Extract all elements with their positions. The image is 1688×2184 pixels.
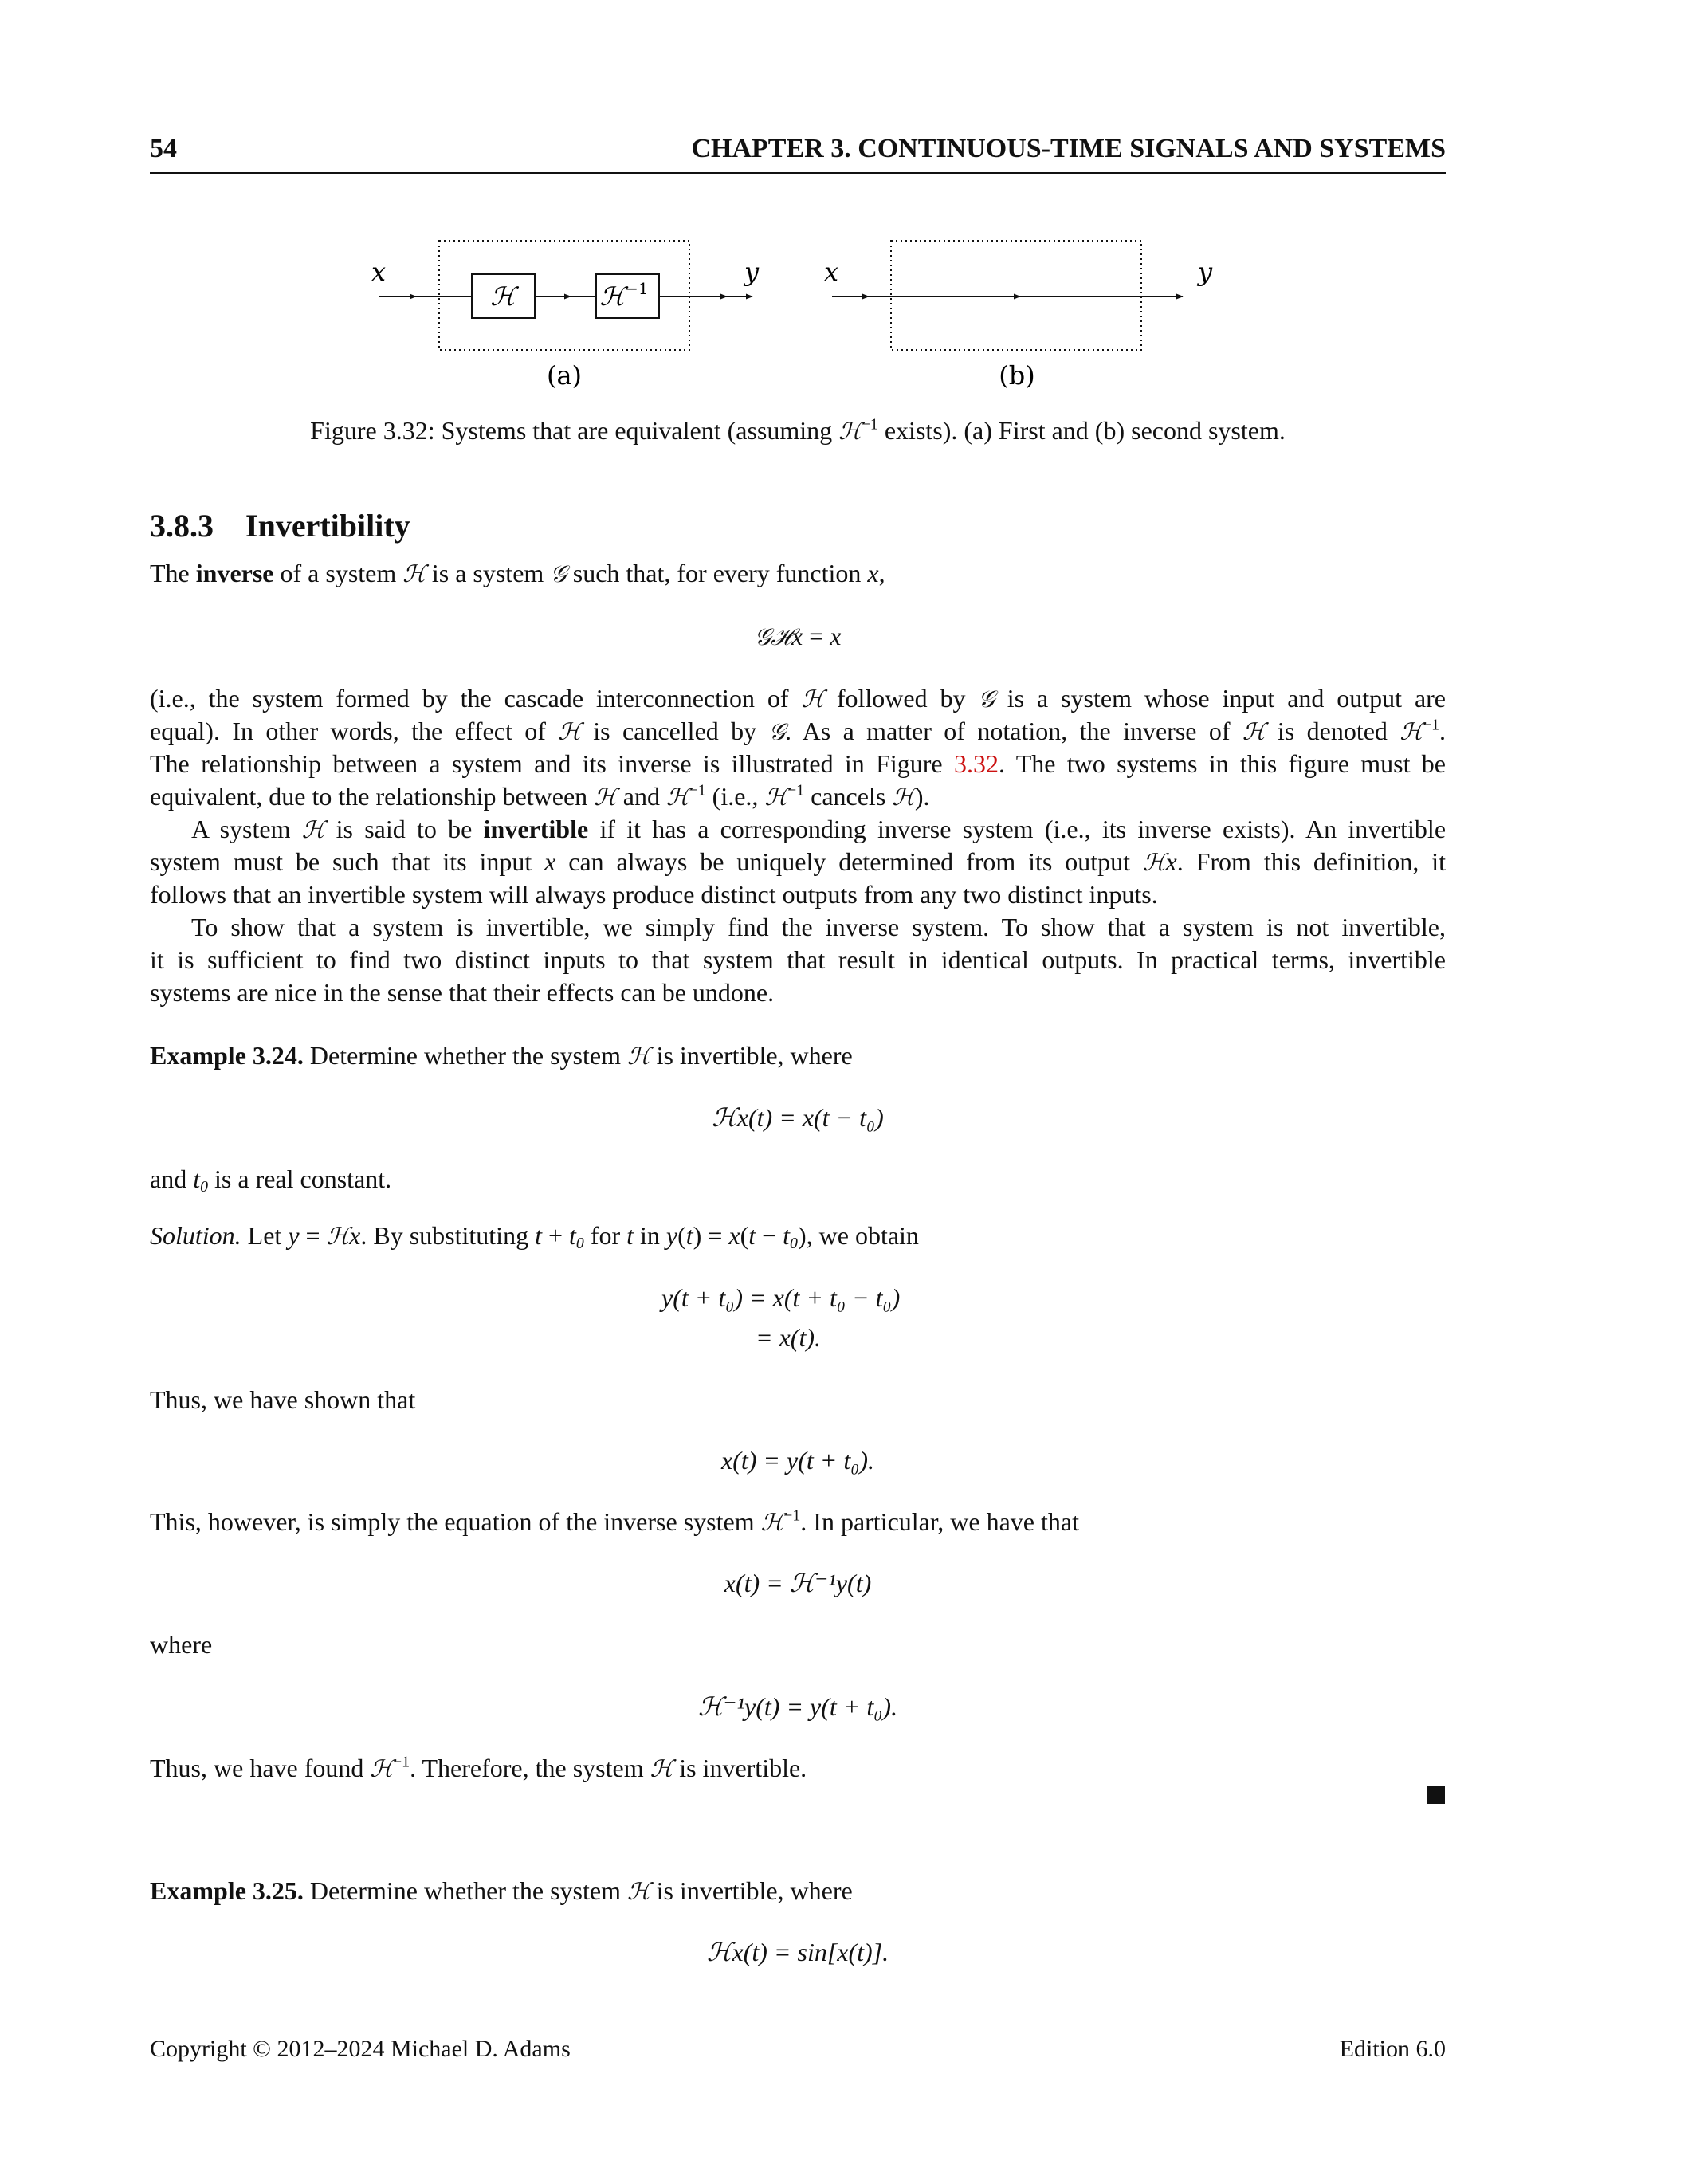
paragraph-invertible-l2: system must be such that its input x can always be uniquely determined from its output ℋx. From this definition, it xyxy=(150,847,1447,876)
paragraph-cascade-l3: The relationship between a system and its inverse is illustrated in Figure 3.32. The two systems in this figure must be xyxy=(150,749,1447,778)
outer-box-b xyxy=(891,241,1141,350)
where-label: where xyxy=(150,1630,213,1659)
figure-caption: Figure 3.32: Systems that are equivalent (assuming ℋ$^{-1}$ exists). (a) First and (b) second system. xyxy=(310,415,1286,445)
block-h-label: ℋ xyxy=(490,281,516,312)
paragraph-invertible-l3: follows that an invertible system will always produce distinct outputs from any two distinct inputs. xyxy=(150,880,1158,909)
paragraph-inverse-def: The inverse of a system ℋ is a system 𝒢 such that, for every function x, xyxy=(150,559,885,587)
output-label-b: y xyxy=(1198,257,1213,287)
system-a xyxy=(371,241,760,391)
equation-substitution-l2: = x(t). xyxy=(756,1323,821,1352)
equation-ex25-system: ℋx(t) = sin[x(t)]. xyxy=(706,1938,889,1966)
paragraph-show-l2: it is sufficient to find two distinct inputs to that system that result in identical outputs. In practical terms, invertible xyxy=(150,945,1446,974)
block-hinv-label: ℋ$^{-1}$ xyxy=(599,279,649,312)
example-3-25-statement: Example 3.25. Determine whether the system ℋ is invertible, where xyxy=(150,1876,853,1905)
solution-intro: Solution. Let y = ℋx. By substituting $t + t_0$ for t in $y(t) = x(t - t_0)$, we obtain xyxy=(150,1221,919,1252)
qed-square xyxy=(1427,1786,1445,1804)
copyright: Copyright © 2012–2024 Michael D. Adams xyxy=(150,2036,571,2062)
section-heading xyxy=(150,507,410,544)
equation-x-hinv-y: x(t) = ℋ⁻¹y(t) xyxy=(724,1569,872,1597)
input-label-a: x xyxy=(371,257,387,287)
conclusion-ex24: Thus, we have found ℋ$^{-1}$. Therefore, the system ℋ is invertible. xyxy=(150,1753,807,1782)
inverse-system-sentence: This, however, is simply the equation of the inverse system ℋ$^{-1}$. In particular, we have that xyxy=(150,1506,1079,1536)
equation-x-of-t: x(t) = y(t + t₀). xyxy=(720,1446,874,1475)
paragraph-cascade-l4: equivalent, due to the relationship between ℋ and ℋ$^{-1}$ (i.e., ℋ$^{-1}$ cancels ℋ). xyxy=(150,781,930,811)
chapter-title: CHAPTER 3. CONTINUOUS-TIME SIGNALS AND SYSTEMS xyxy=(691,134,1446,163)
figure-reference-link[interactable]: 3.32 xyxy=(953,749,999,778)
page-number: 54 xyxy=(150,134,177,163)
equation-ghx: 𝒢ℋx = x xyxy=(754,622,842,650)
figure-3-32-diagram xyxy=(0,0,1688,414)
sub-label-a: (a) xyxy=(546,360,583,391)
section-number: 3.8.3 xyxy=(150,508,214,544)
equation-hinv-def: ℋ⁻¹y(t) = y(t + t₀). xyxy=(697,1692,898,1721)
example-3-24-constant: and $t_0$ is a real constant. xyxy=(150,1165,392,1196)
paragraph-cascade-l2: equal). In other words, the effect of ℋ is cancelled by 𝒢. As a matter of notation, the inverse of ℋ is denoted ℋ$^{-1}$. xyxy=(150,716,1447,745)
paragraph-cascade-l1: (i.e., the system formed by the cascade interconnection of ℋ followed by 𝒢 is a system whose input and output are xyxy=(150,684,1447,713)
section-title: Invertibility xyxy=(245,508,410,544)
page-footer xyxy=(150,2036,1446,2063)
edition: Edition 6.0 xyxy=(1339,2036,1446,2062)
paragraph-invertible-l1: A system ℋ is said to be invertible if it has a corresponding inverse system (i.e., its inverse exists). An invertible xyxy=(191,815,1447,843)
input-label-b: x xyxy=(824,257,839,287)
paragraph-show-l1: To show that a system is invertible, we simply find the inverse system. To show that a system is not invertible, xyxy=(191,913,1446,941)
output-label-a: y xyxy=(744,257,760,287)
system-b xyxy=(824,241,1213,391)
thus-shown: Thus, we have shown that xyxy=(150,1385,416,1414)
example-3-24-statement: Example 3.24. Determine whether the system ℋ is invertible, where xyxy=(150,1041,853,1070)
paragraph-show-l3: systems are nice in the sense that their effects can be undone. xyxy=(150,978,775,1007)
sub-label-b: (b) xyxy=(999,360,1035,391)
equation-substitution-l1: y(t + t₀) = x(t + t₀ − t₀) xyxy=(661,1283,901,1312)
equation-ex24-system: ℋx(t) = x(t − t₀) xyxy=(712,1103,884,1132)
